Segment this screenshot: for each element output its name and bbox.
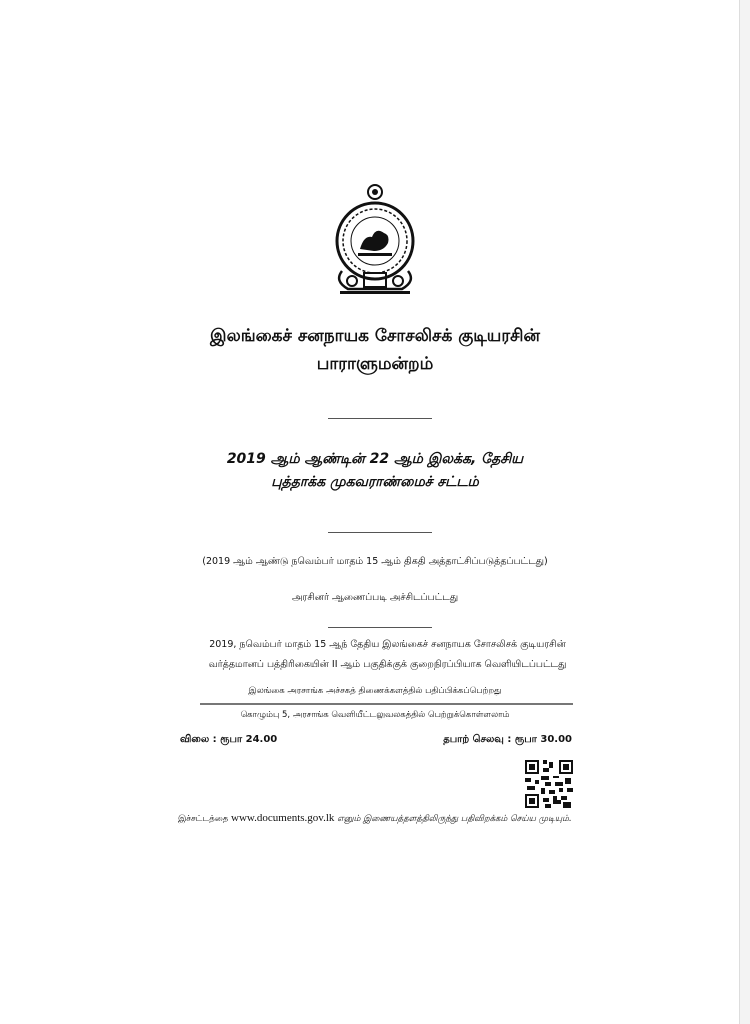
- act-title-line-1: 2019 ஆம் ஆண்டின் 22 ஆம் இலக்க, தேசிய: [226, 451, 524, 467]
- divider: [328, 532, 432, 533]
- purchase-info: கொழும்பு 5, அரசாங்க வெளியீட்டலுவலகத்தில் பெற்றுக்கொள்ளலாம்: [240, 710, 510, 720]
- gazette-line-2: வர்த்தமானப் பத்திரிகையின் II ஆம் பகுதிக்குக் குறைநிரப்பியாக வெளியிடப்பட்டது: [208, 659, 567, 670]
- documents-url-link[interactable]: www.documents.gov.lk: [231, 812, 335, 824]
- act-title-line-2: புத்தாக்க முகவராண்மைச் சட்டம்: [271, 474, 479, 490]
- gazette-line-1: 2019, நவெம்பர் மாதம் 15 ஆந் தேதிய இலங்கைச் சனநாயக சோசலிசக் குடியரசின்: [209, 639, 566, 650]
- download-note: [178, 812, 572, 825]
- price: விலை : ரூபா 24.00: [180, 734, 278, 745]
- divider: [328, 418, 432, 419]
- postage: தபாற் செலவு : ரூபா 30.00: [443, 734, 572, 745]
- header-line-1: இலங்கைச் சனநாயக சோசலிசக் குடியரசின்: [210, 326, 540, 346]
- printed-by: அரசினர் ஆணைப்படி அச்சிடப்பட்டது: [291, 592, 459, 603]
- qr-code[interactable]: [525, 760, 573, 808]
- download-prefix: இச்சட்டத்தை: [178, 814, 229, 824]
- divider: [328, 627, 432, 628]
- page-edge: [739, 0, 750, 1024]
- divider: [200, 703, 573, 705]
- certified-date: (2019 ஆம் ஆண்டு நவெம்பர் மாதம் 15 ஆம் திகதி அத்தாட்சிப்படுத்தப்பட்டது): [202, 556, 548, 567]
- header-line-2: பாராளுமன்றம்: [316, 354, 434, 374]
- sri-lanka-emblem: [328, 183, 422, 297]
- printing-dept: இலங்கை அரசாங்க அச்சகத் திணைக்களத்தில் பதிப்பிக்கப்பெற்றது: [248, 686, 502, 696]
- download-suffix: எனும் இணையத்தளத்திலிருந்து பதிவிறக்கம் செய்ய முடியும்.: [337, 814, 572, 824]
